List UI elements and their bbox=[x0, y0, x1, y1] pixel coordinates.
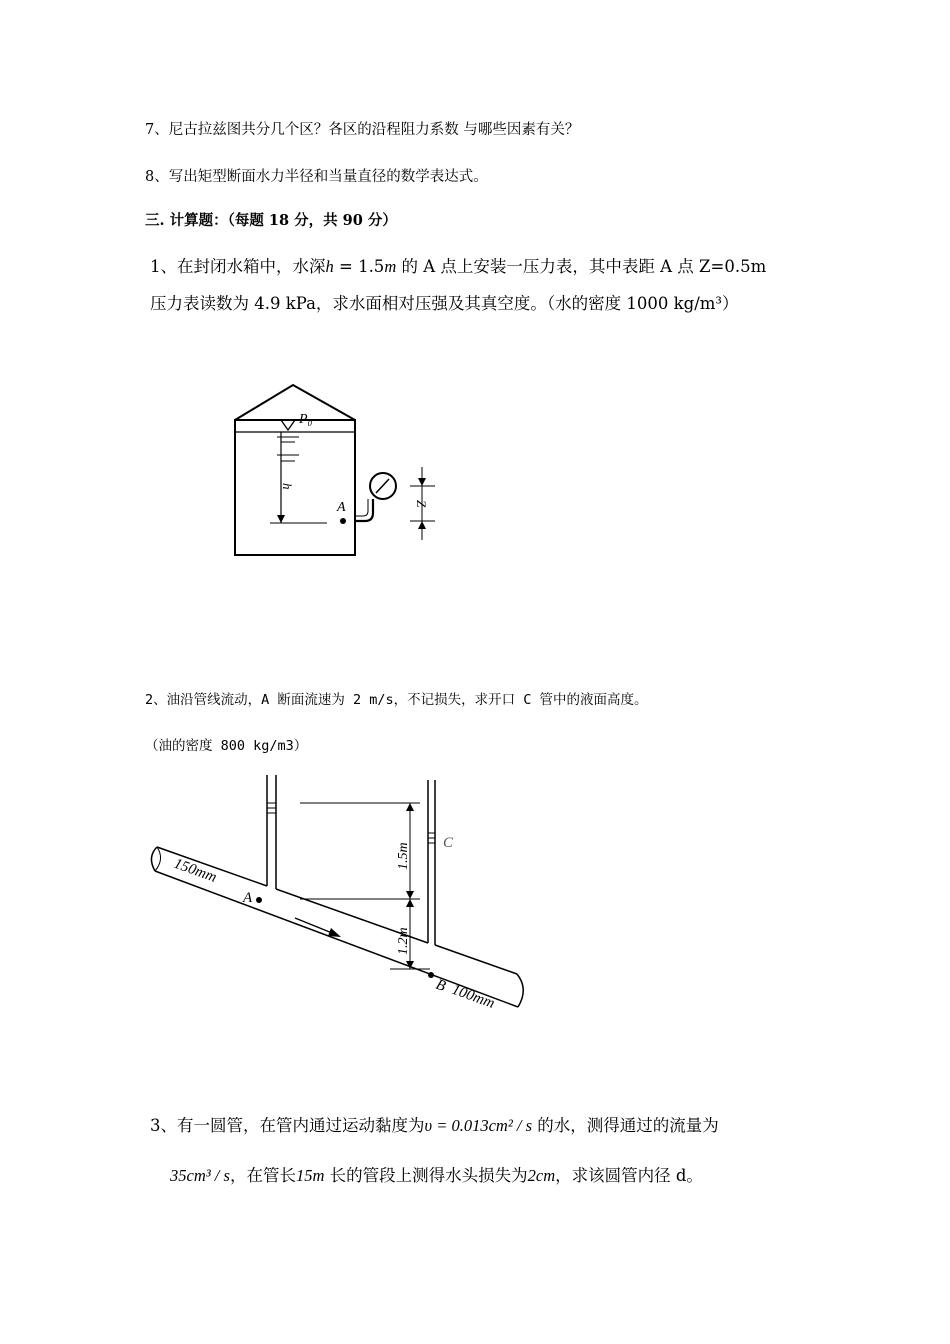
label-p0: P₀ bbox=[299, 412, 313, 427]
label-h: h bbox=[280, 483, 295, 490]
problem-3-line-2: 35cm³ / s，在管长15m 长的管段上测得水头损失为2cm，求该圆管内径 d。 bbox=[170, 1166, 703, 1185]
problem-3-line-1: 3、有一圆管，在管内通过运动黏度为υ = 0.013cm² / s 的水，测得通过的流量为 bbox=[150, 1116, 719, 1135]
label-z: Z bbox=[414, 500, 429, 508]
label-1-2m: 1.2m bbox=[396, 927, 411, 955]
label-a: A bbox=[337, 500, 346, 515]
section-3-heading: 三. 计算题：（每题 18 分，共 90 分） bbox=[145, 212, 397, 229]
question-7: 7、尼古拉兹图共分几个区？各区的沿程阻力系数 与哪些因素有关？ bbox=[145, 122, 580, 138]
surface-triangle-icon bbox=[281, 420, 295, 430]
problem-1-line-1: 1、在封闭水箱中，水深h = 1.5m 的 A 点上安装一压力表，其中表距 A 点 Z=0.5m bbox=[150, 257, 767, 276]
problem-2-line-1: 2、油沿管线流动，A 断面流速为 2 m/s，不记损失，求开口 C 管中的液面高度。 bbox=[145, 692, 648, 708]
point-b bbox=[428, 972, 434, 978]
pipeline-figure bbox=[145, 775, 535, 1035]
tank-roof bbox=[235, 385, 355, 420]
label-1-5m: 1.5m bbox=[396, 842, 411, 870]
point-a bbox=[256, 897, 262, 903]
label-150mm: 150mm bbox=[171, 855, 219, 886]
question-8: 8、写出矩型断面水力半径和当量直径的数学表达式。 bbox=[145, 169, 488, 185]
point-a bbox=[340, 518, 346, 524]
label-c: C bbox=[443, 835, 454, 851]
tank-figure bbox=[215, 375, 445, 565]
problem-2-line-2: （油的密度 800 kg/m3） bbox=[145, 738, 308, 754]
label-b: B bbox=[433, 976, 448, 995]
label-100mm: 100mm bbox=[449, 981, 497, 1012]
pipe-upper-wall-right bbox=[435, 945, 517, 974]
label-a: A bbox=[243, 890, 253, 906]
problem-1-line-2: 压力表读数为 4.9 kPa，求水面相对压强及其真空度。（水的密度 1000 kg/m³） bbox=[150, 294, 739, 313]
